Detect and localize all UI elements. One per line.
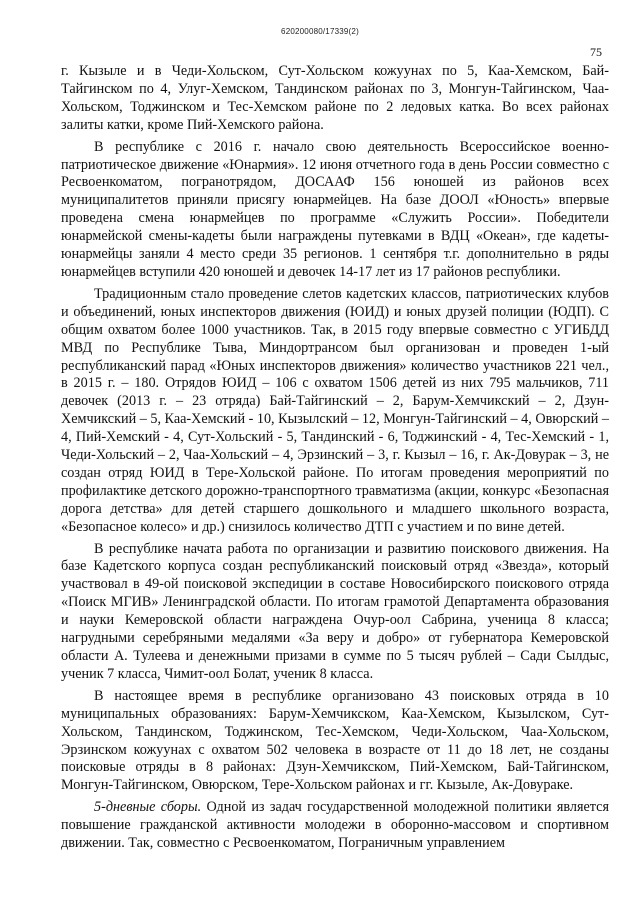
paragraph-yunarmiya: В республике с 2016 г. начало свою деятельность Всероссийское военно-патриотическое движение «Юнармия». 12 июня отчетного года в день России совместно с Ресвоенкоматом, погранотрядом, ДОСААФ 156 юношей из районов всех муниципалитетов приняли присягу юнармейцев. На базе ДООЛ «Юность» впервые проведена смена юнармейцев по программе «Служить России». Победители юнармейской смены-кадеты были награждены путевками в ВДЦ «Океан», где кадеты-юнармейцы заняли 4 место среди 35 регионов. 1 сентября т.г. дополнительно в ряды юнармейцев вступили 420 юношей и девочек 14-17 лет из 17 районов республики. — [61, 138, 609, 280]
paragraph-search-teams: В настоящее время в республике организовано 43 поисковых отряда в 10 муниципальных образованиях: Барум-Хемчикском, Каа-Хемском, Кызылском, Сут-Хольском, Тандинском, Тоджинском, Тес-Хемском, Чеди-Хольском, Чаа-Хольском, Эрзинском кожуунах с охватом 502 человека в возрасте от 11 до 18 лет, не созданы поисковые отряды в 8 районах: Дзун-Хемчикском, Пий-Хемском, Бай-Тайгинском, Монгун-Тайгинском, Овюрском, Тере-Хольском районах и гг. Кызыле, Ак-Довураке. — [61, 687, 609, 794]
document-body — [61, 63, 609, 853]
paragraph-cadet-rallies: Традиционным стало проведение слетов кадетских классов, патриотических клубов и объединений, юных инспекторов движения (ЮИД) и юных друзей полиции (ЮДП). С общим охватом более 1000 участников. Так, в 2015 году впервые совместно с УГИБДД МВД по Республике Тыва, Миндортрансом был организован и проведен 1-ый республиканский парад «Юных инспекторов движения» количество участников 221 чел., в 2015 г. – 180. Отрядов ЮИД – 106 с охватом 1506 детей из них 795 мальчиков, 711 девочек (2013 г. – 23 отряда) Бай-Тайгинский – 2, Барум-Хемчикский – 2, Дзун-Хемчикский – 5, Каа-Хемский - 10, Кызылский – 12, Монгун-Тайгинский – 4, Овюрский – 4, Пий-Хемский - 4, Сут-Хольский - 5, Тандинский - 6, Тоджинский - 4, Тес-Хемский - 1, Чеди-Хольский – 2, Чаа-Хольский – 4, Эрзинский – 3, г. Кызыл – 16, г. Ак-Довурак – 3, не создан отряд ЮИД в Тере-Хольской районе. По итогам проведения мероприятий по профилактике детского дорожно-транспортного травматизма (акции, конкурс «Безопасная дорога детства» для детей старшего дошкольного и младшего школьного возраста, «Безопасное колесо» и др.) снизилось количество ДТП с участием и по вине детей. — [61, 285, 609, 535]
section-lead-italic: 5-дневные сборы. — [94, 799, 202, 816]
document-id: 620200080/17339(2) — [281, 27, 359, 36]
paragraph-ice-rinks: г. Кызыле и в Чеди-Хольском, Сут-Хольском кожуунах по 5, Каа-Хемском, Бай-Тайгинском по 4, Улуг-Хемском, Тандинском районах по 3, Монгун-Тайгинском, Чаа-Хольском, Тоджинском и Тес-Хемском районе по 2 ледовых катка. Во всех районах залиты катки, кроме Пий-Хемского района. — [61, 63, 609, 133]
page-number: 75 — [590, 45, 602, 59]
paragraph-search-movement: В республике начата работа по организации и развитию поискового движения. На базе Кадетского корпуса создан республиканский поисковый отряд «Звезда», который участвовал в 49-ой поисковой экспедиции в составе Новосибирского поискового отряда «Поиск МГИВ» Ленинградской области. По итогам грамотой Департамента образования и науки Кемеровской области награждена Очур-оол Сабрина, ученица 8 класса; нагрудными серебряными медалями «За веру и добро» от губернатора Кемеровской области А. Тулеева и денежными призами в сумме по 5 тысяч рублей – Сади Сылдыс, ученик 7 класса, Чимит-оол Болат, ученик 8 класса. — [61, 540, 609, 682]
paragraph-five-day-camps — [61, 799, 609, 853]
section-lead-text: Одной из задач государственной молодежной политики является повышение гражданской активности молодежи в оборонно-массовом и спортивном движении. Так, совместно с Ресвоенкоматом, Пограничным управлением — [61, 799, 609, 852]
